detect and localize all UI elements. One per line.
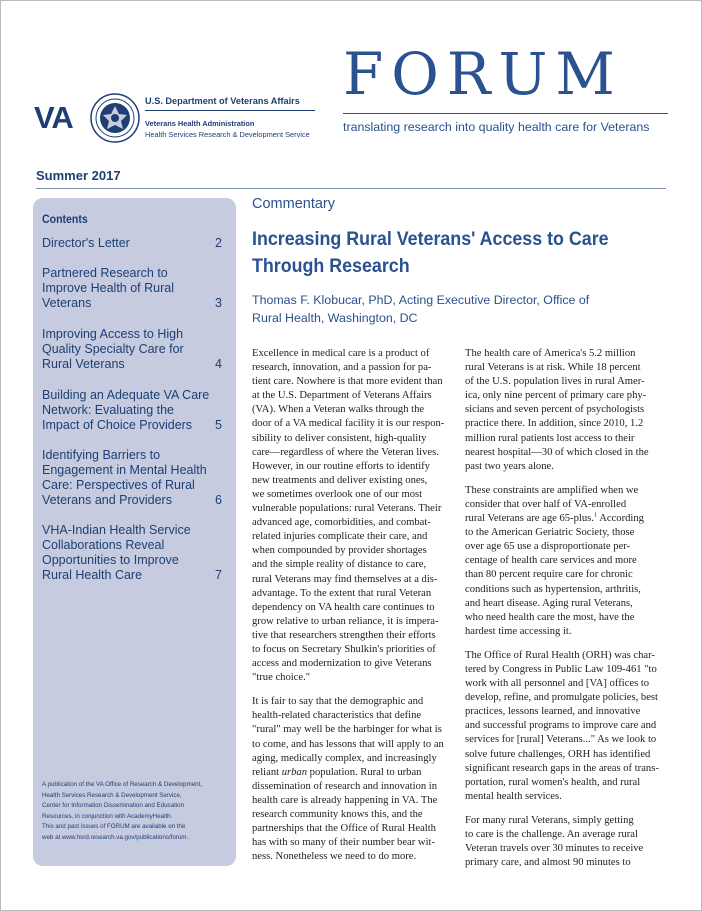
text-line: solve future challenges, ORH has identified <box>465 748 651 760</box>
text-line: rural Veterans is at risk. While 18 percent <box>465 362 641 374</box>
text-line: research, innovation, and a passion for pa- <box>252 362 432 374</box>
text-line: partnerships that the Office of Rural Health <box>252 823 436 835</box>
text-line: The health care of America's 5.2 million <box>465 348 636 359</box>
paragraph <box>465 484 675 639</box>
text-line: Excellence in medical care is a product of <box>252 348 430 359</box>
text-line: who need health care the most, have the <box>465 611 635 623</box>
toc-item-page: 2 <box>215 236 222 250</box>
section-label: Commentary <box>252 196 335 212</box>
text-line: and heart disease. Aging rural Veterans, <box>465 597 633 609</box>
text-line: For many rural Veterans, simply getting <box>465 814 634 826</box>
text-line: The Office of Rural Health (ORH) was char- <box>465 649 655 661</box>
text-line: primary care, and almost 90 minutes to <box>465 857 631 869</box>
text-line: research community knows this, and the <box>252 809 423 820</box>
text-line: consider that over half of VA-enrolled <box>465 498 627 510</box>
text-line: to care is the challenge. An average rural <box>465 829 638 840</box>
text-line: and successful programs to improve care and <box>465 720 657 732</box>
toc-item-page: 3 <box>215 296 222 310</box>
administration-name: Veterans Health Administration <box>145 119 255 128</box>
text-line: when compounded by provider shortages <box>252 545 427 557</box>
text-line: than 80 percent require care for chronic <box>465 569 633 581</box>
text-line: tered by Congress in Public Law 109-461 "to <box>465 663 657 675</box>
text-line: to come, and has lessons that will apply to an <box>252 738 444 750</box>
text-line: It is fair to say that the demographic and <box>252 696 424 708</box>
italic-word: urban <box>281 766 308 778</box>
masthead-rule <box>343 113 668 114</box>
text-line: care—regardless of where the Veteran lives. <box>252 446 439 458</box>
contents-sidebar <box>33 198 236 866</box>
text-line: past two years alone. <box>465 460 554 472</box>
text-line: to focus on Secretary Shulkin's priorities of <box>252 643 436 655</box>
toc-item-label: Director's Letter <box>42 236 130 250</box>
text-line: tive that researchers strengthen their efforts <box>252 629 436 641</box>
text-line: reliant urban population. Rural to urban <box>252 766 422 778</box>
text-line: of the U.S. population lives in rural Amer- <box>465 376 645 388</box>
toc-item-care-network[interactable] <box>42 388 232 433</box>
text-line: vulnerable populations: rural Veterans. Their <box>252 503 442 515</box>
text-line: work with all personnel and [VA] offices to <box>465 678 650 690</box>
body-column-left <box>252 347 452 874</box>
text-line: rural Veterans are age 65-plus.$^1$ According <box>465 511 644 525</box>
forum-tagline: translating research into quality health care for Veterans <box>343 120 650 134</box>
text-line: practices, lessons learned, and innovative <box>465 706 641 718</box>
toc-item-directors-letter[interactable] <box>42 236 232 251</box>
text-line: sibility to deliver consistent, high-quality <box>252 432 427 444</box>
text-line: million rural patients lost access to their <box>465 432 635 444</box>
text-line: dissemination of research and innovation in <box>252 780 438 792</box>
text-line: health-related characteristics that define <box>252 710 422 722</box>
text-line: and the simple reality of distance to care, <box>252 559 427 571</box>
footnote-marker: 1 <box>593 511 598 519</box>
text-line: grow relative to urban reliance, it is impera- <box>252 615 439 627</box>
toc-item-partnered-research[interactable] <box>42 266 232 311</box>
paragraph <box>465 347 675 474</box>
text-line: "true choice." <box>252 672 311 684</box>
text-line: has with so many of their number bear wit- <box>252 837 435 849</box>
text-line: nearest hospital—30 of which closed in the <box>465 446 649 458</box>
text-line: to the American Geriatric Society, those <box>465 527 635 539</box>
toc-item-label: Building an Adequate VA Care Network: Evaluating the Impact of Choice Providers <box>42 388 210 432</box>
toc-item-page: 6 <box>215 493 222 507</box>
toc-item-label: Partnered Research to Improve Health of Rural Veterans <box>42 266 175 310</box>
paragraph <box>465 649 675 804</box>
text-line: tient care. Nowhere is that more evident than <box>252 376 443 388</box>
text-line: significant research gaps in the areas of trans- <box>465 762 659 774</box>
text-line: door of a VA medical facility it is our respon- <box>252 418 445 430</box>
service-name: Health Services Research & Development Service <box>145 130 310 139</box>
paragraph <box>252 347 452 685</box>
issue-date: Summer 2017 <box>36 168 121 183</box>
toc-item-label: Improving Access to High Quality Specialty Care for Rural Veterans <box>42 327 184 371</box>
body-column-right <box>465 347 675 880</box>
forum-masthead: FORUM <box>343 40 623 108</box>
va-logo: VA <box>34 100 73 135</box>
text-line: advanced age, comorbidities, and combat- <box>252 517 431 529</box>
text-line: mental health services. <box>465 790 562 802</box>
text-line: (VA). When a Veteran walks through the <box>252 404 425 416</box>
text-line: access and modernization to give Veterans <box>252 658 432 670</box>
contents-title: Contents <box>42 212 88 226</box>
toc-item-indian-health[interactable] <box>42 523 232 583</box>
department-title: U.S. Department of Veterans Affairs <box>145 96 315 111</box>
article-byline: Thomas F. Klobucar, PhD, Acting Executive Director, Office of Rural Health, Washington, DC <box>252 293 590 325</box>
text-line: health care is already happening in VA. The <box>252 794 438 806</box>
text-line: Veteran travels over 30 minutes to receive <box>465 843 644 855</box>
text-line: ness. Nonetheless we need to do more. <box>252 851 417 863</box>
paragraph <box>252 695 452 864</box>
text-line: rural Veterans may find themselves at a dis- <box>252 573 438 585</box>
toc-item-page: 5 <box>215 418 222 432</box>
text-line: "rural" may well be the harbinger for what is <box>252 724 442 736</box>
text-line: at the U.S. Department of Veterans Affairs <box>252 390 432 402</box>
toc-item-mental-health[interactable] <box>42 448 232 508</box>
text-line: portation, rural women's health, and rural <box>465 776 641 788</box>
text-line: services for [rural] Veterans..." As we look to <box>465 734 657 746</box>
text-line: hardest time accessing it. <box>465 625 572 637</box>
toc-item-label: Identifying Barriers to Engagement in Mental Health Care: Perspectives of Rural Veterans and Providers <box>42 448 207 507</box>
toc-item-label: VHA-Indian Health Service Collaborations Reveal Opportunities to Improve Rural Health Care <box>42 523 191 582</box>
article-title: Increasing Rural Veterans' Access to Care Through Research <box>252 228 609 277</box>
header-divider <box>36 188 666 189</box>
text-line: sicians and seven percent of psychologists <box>465 404 645 416</box>
publication-note: A publication of the VA Office of Research & Development, Health Services Research & Development Service, Center for Information Dissemination and Education Resources, in conjunction with AcademyHealth. This and past issues of FORUM are available on the web at www.hsrd.research.va.gov/publications/forum. <box>42 781 203 841</box>
text-line: dependency on VA health care continues to <box>252 601 435 613</box>
text-line: These constraints are amplified when we <box>465 484 639 496</box>
text-line: develop, refine, and promulgate policies, best <box>465 692 658 704</box>
department-block <box>145 96 315 139</box>
text-line: aging, medically complex, and increasingly <box>252 752 437 764</box>
toc-item-page: 4 <box>215 357 222 371</box>
toc-item-specialty-care[interactable] <box>42 327 232 372</box>
text-line: practice there. In addition, since 2010, 1.2 <box>465 418 644 430</box>
va-seal-icon <box>90 93 140 143</box>
toc-item-page: 7 <box>215 568 222 582</box>
text-line: However, in our routine efforts to identify <box>252 460 430 472</box>
text-line: over age 65 use a disproportionate per- <box>465 541 631 553</box>
text-line: related injuries complicate their care, and <box>252 531 428 543</box>
text-line: new treatments and deliver existing ones, <box>252 474 428 486</box>
text-line: ica, only nine percent of primary care phy- <box>465 390 647 402</box>
text-line: conditions such as hypertension, arthritis, <box>465 583 641 595</box>
text-line: centage of health care services and more <box>465 555 637 567</box>
text-line: we sometimes overlook one of our most <box>252 488 423 500</box>
paragraph <box>465 814 675 870</box>
text-line: advantage. To the extent that rural Veteran <box>252 587 432 599</box>
